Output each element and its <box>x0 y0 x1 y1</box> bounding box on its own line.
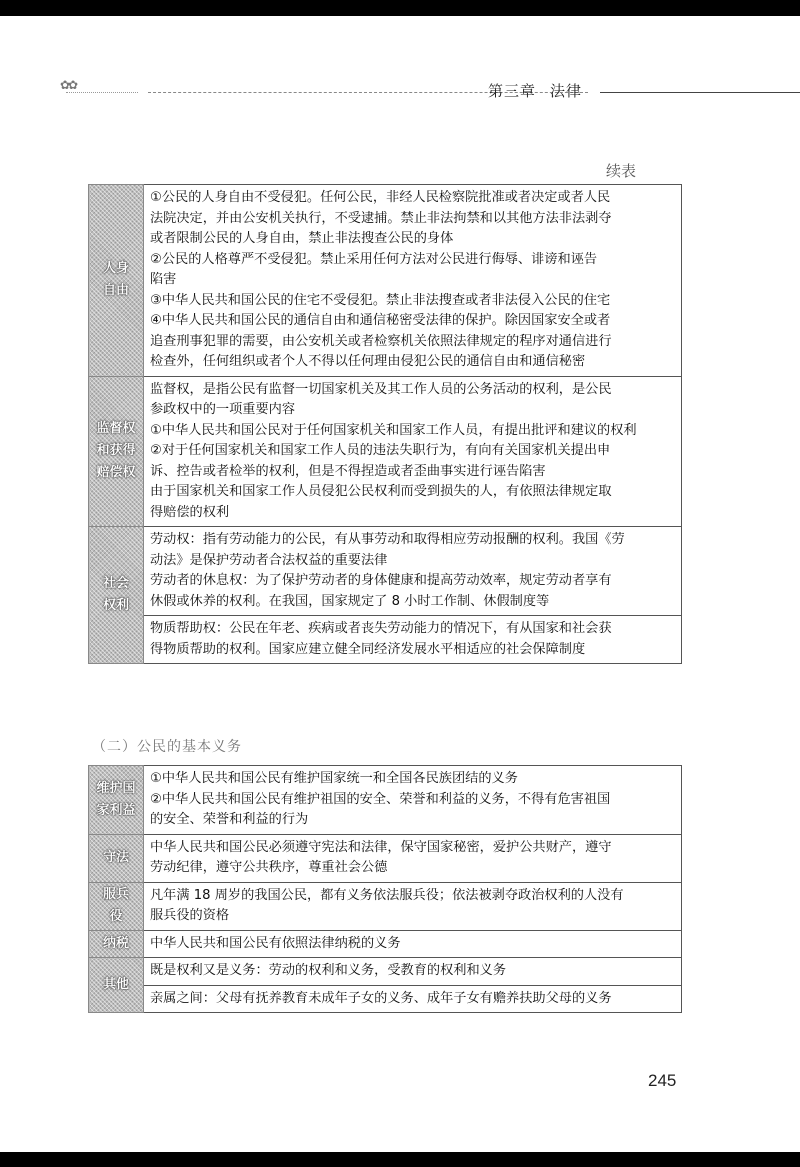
scan-border-top <box>0 0 800 16</box>
text-line: ④中华人民共和国公民的通信自由和通信秘密受法律的保护。除因国家安全或者 <box>150 313 611 328</box>
table-row <box>89 958 682 986</box>
row-label: 其他 <box>89 958 144 1013</box>
row-content <box>144 185 682 377</box>
table-row <box>89 185 682 377</box>
row-content <box>144 930 682 958</box>
row-content <box>144 527 682 616</box>
citizen-duties-table <box>88 765 682 1013</box>
text-line: ②公民的人格尊严不受侵犯。禁止采用任何方法对公民进行侮辱、诽谤和诬告 <box>150 251 598 267</box>
text-line: 或者限制公民的人身自由，禁止非法搜查公民的身体 <box>150 231 454 246</box>
row-label: 服兵 役 <box>89 882 144 930</box>
table-row <box>89 527 682 616</box>
text-line: 休假或休养的权利。在我国，国家规定了 8 小时工作制、休假制度等 <box>150 593 550 609</box>
text-line: 中华人民共和国公民有依照法律纳税的义务 <box>150 935 401 951</box>
chapter-title <box>382 80 582 101</box>
row-label: 人身 自由 <box>89 185 144 377</box>
table-row <box>89 834 682 882</box>
text-line: 凡年满 18 周岁的我国公民，都有义务依法服兵役；依法被剥夺政治权利的人没有 <box>150 887 624 903</box>
section-heading: （二）公民的基本义务 <box>92 739 242 755</box>
row-label: 监督权 和获得 赔偿权 <box>89 376 144 527</box>
row-content <box>144 958 682 986</box>
continued-label: 续表 <box>606 162 637 180</box>
text-line: 动法》是保护劳动者合法权益的重要法律 <box>150 552 388 568</box>
chapter-name: 法律 <box>549 82 582 100</box>
table-row <box>89 616 682 664</box>
text-line: 追查刑事犯罪的需要，由公安机关或者检察机关依照法律规定的程序对通信进行 <box>150 333 612 349</box>
text-line: 参政权中的一项重要内容 <box>150 402 296 417</box>
row-label: 社会 权利 <box>89 527 144 664</box>
row-content <box>144 834 682 882</box>
text-line: 既是权利又是义务：劳动的权利和义务，受教育的权利和义务 <box>150 963 507 978</box>
text-line: 得赔偿的权利 <box>150 504 230 520</box>
text-line: 诉、控告或者检举的权利，但是不得捏造或者歪曲事实进行诬告陷害 <box>150 463 546 479</box>
text-line: 服兵役的资格 <box>150 908 230 923</box>
table-row <box>89 930 682 958</box>
flower-ornament-icon: ✿✿ <box>60 78 77 92</box>
text-line: 劳动纪律，遵守公共秩序，尊重社会公德 <box>150 860 388 875</box>
text-line: 劳动者的休息权：为了保护劳动者的身体健康和提高劳动效率，规定劳动者享有 <box>150 573 612 588</box>
table-row <box>89 766 682 835</box>
table-row <box>89 882 682 930</box>
text-line: 监督权，是指公民有监督一切国家机关及其工作人员的公务活动的权利，是公民 <box>150 381 612 397</box>
text-line: 由于国家机关和国家工作人员侵犯公民权利而受到损失的人，有依照法律规定取 <box>150 484 612 499</box>
row-content <box>144 616 682 664</box>
text-line: 物质帮助权：公民在年老、疾病或者丧失劳动能力的情况下，有从国家和社会获 <box>150 621 612 636</box>
row-label: 纳税 <box>89 930 144 958</box>
header-rule-right <box>600 92 800 93</box>
text-line: 法院决定，并由公安机关执行，不受逮捕。禁止非法拘禁和以其他方法非法剥夺 <box>150 210 612 226</box>
text-line: 的安全、荣誉和利益的行为 <box>150 812 309 827</box>
text-line: 陷害 <box>150 272 177 287</box>
text-line: 得物质帮助的权利。国家应建立健全同经济发展水平相适应的社会保障制度 <box>150 641 586 657</box>
text-line: 亲属之间：父母有抚养教育未成年子女的义务、成年子女有赡养扶助父母的义务 <box>150 990 612 1006</box>
row-content <box>144 985 682 1013</box>
text-line: 中华人民共和国公民必须遵守宪法和法律，保守国家秘密，爱护公共财产，遵守 <box>150 839 612 855</box>
text-line: ②中华人民共和国公民有维护祖国的安全、荣誉和利益的义务，不得有危害祖国 <box>150 791 611 807</box>
scan-border-bottom <box>0 1152 800 1167</box>
text-line: ③中华人民共和国公民的住宅不受侵犯。禁止非法搜查或者非法侵入公民的住宅 <box>150 292 611 308</box>
table-row <box>89 985 682 1013</box>
row-label: 维护国 家利益 <box>89 766 144 835</box>
citizen-rights-table <box>88 184 682 664</box>
running-header <box>60 78 800 108</box>
page-number: 245 <box>648 1071 677 1090</box>
header-rule-left <box>66 92 138 93</box>
text-line: ①公民的人身自由不受侵犯。任何公民，非经人民检察院批准或者决定或者人民 <box>150 190 611 205</box>
chapter-number: 第三章 <box>487 82 536 100</box>
row-label: 守法 <box>89 834 144 882</box>
text-line: 劳动权：指有劳动能力的公民，有从事劳动和取得相应劳动报酬的权利。我国《劳 <box>150 532 625 547</box>
text-line: ②对于任何国家机关和国家工作人员的违法失职行为，有向有关国家机关提出申 <box>150 443 611 458</box>
text-line: 检查外，任何组织或者个人不得以任何理由侵犯公民的通信自由和通信秘密 <box>150 354 586 369</box>
row-content <box>144 882 682 930</box>
table-row <box>89 376 682 527</box>
row-content <box>144 766 682 835</box>
row-content <box>144 376 682 527</box>
text-line: ①中华人民共和国公民对于任何国家机关和国家工作人员，有提出批评和建议的权利 <box>150 422 637 438</box>
text-line: ①中华人民共和国公民有维护国家统一和全国各民族团结的义务 <box>150 771 518 786</box>
